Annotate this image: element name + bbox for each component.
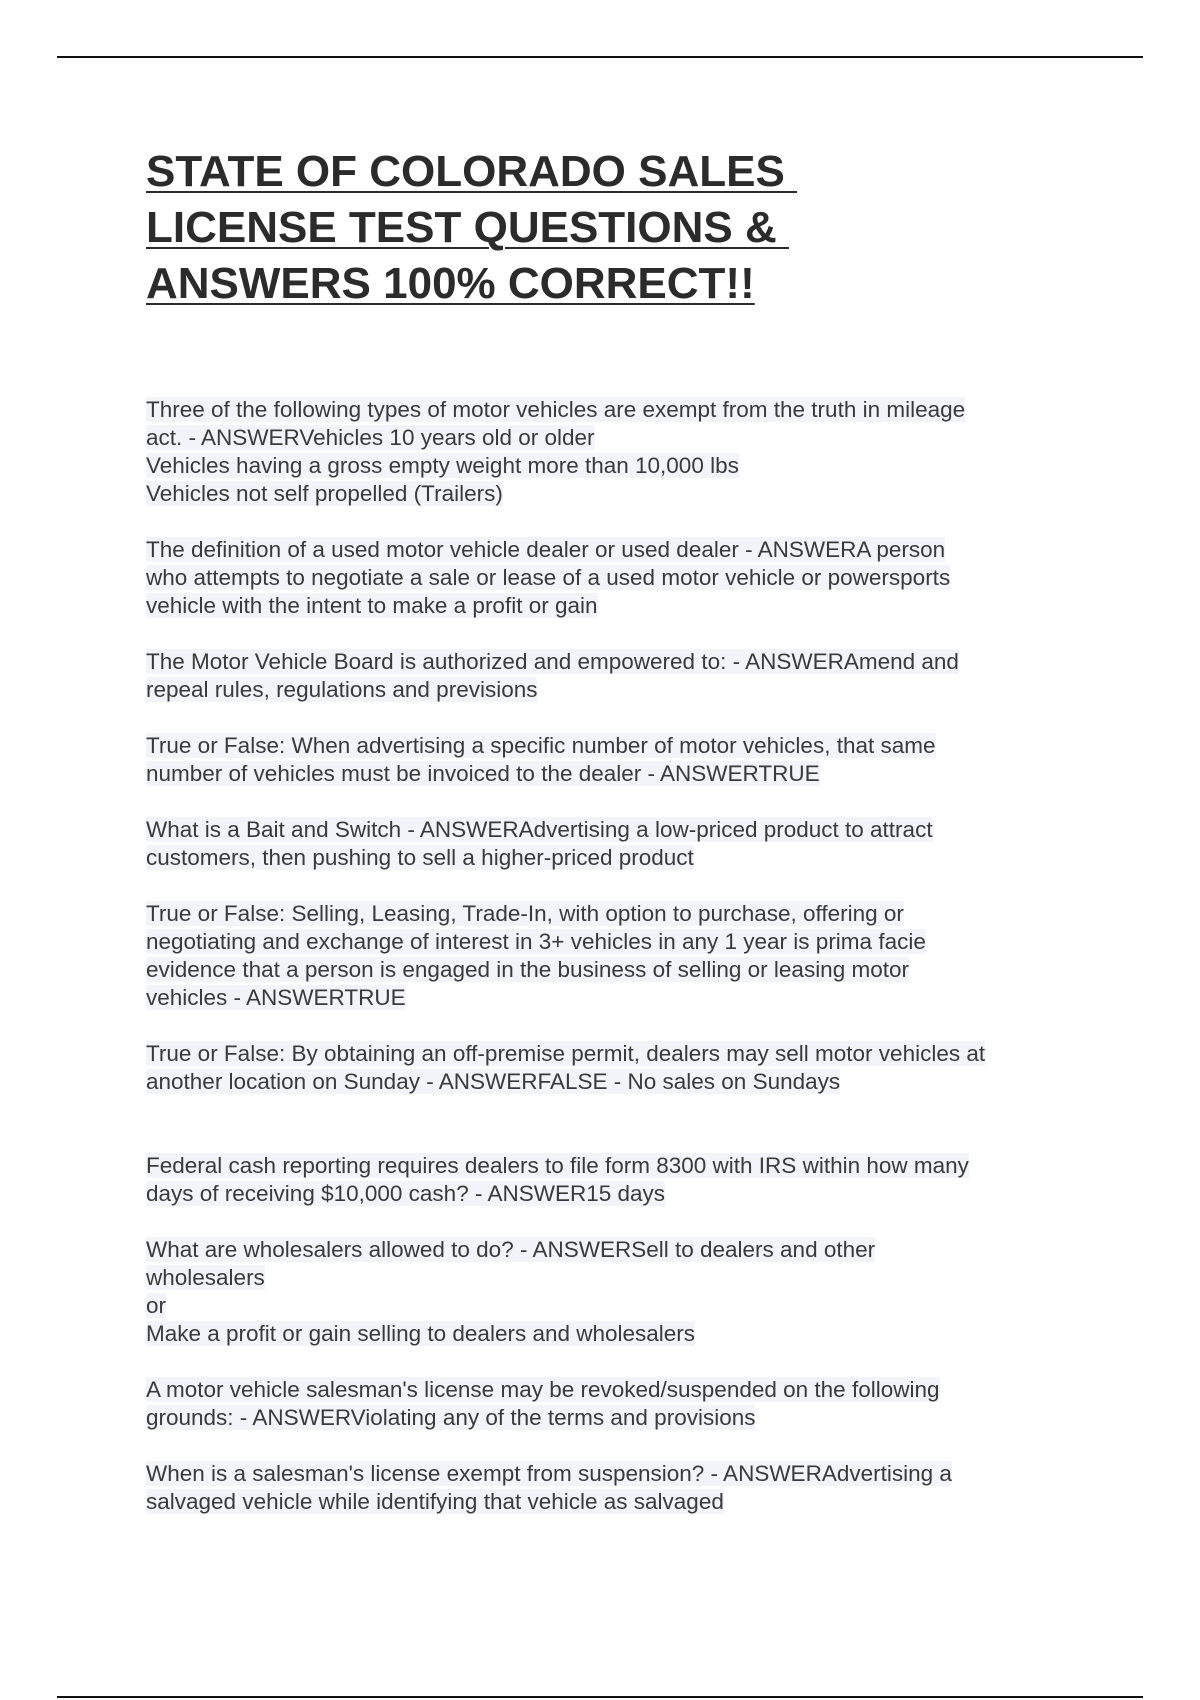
qa-item [146, 1236, 1066, 1348]
qa-line: customers, then pushing to sell a higher-priced product [146, 845, 694, 870]
bottom-divider [57, 1696, 1143, 1698]
qa-line: vehicle with the intent to make a profit or gain [146, 593, 598, 618]
title-line: LICENSE TEST QUESTIONS & [146, 203, 789, 252]
qa-item [146, 1460, 1066, 1516]
qa-line: evidence that a person is engaged in the business of selling or leasing motor [146, 957, 909, 982]
qa-line: Vehicles not self propelled (Trailers) [146, 481, 503, 506]
qa-list [146, 396, 1066, 1544]
qa-line: another location on Sunday - ANSWERFALSE - No sales on Sundays [146, 1069, 841, 1094]
qa-line: days of receiving $10,000 cash? - ANSWER15 days [146, 1181, 666, 1206]
title-line: STATE OF COLORADO SALES [146, 147, 798, 196]
qa-line: repeal rules, regulations and previsions [146, 677, 538, 702]
qa-line: A motor vehicle salesman's license may be revoked/suspended on the following [146, 1377, 940, 1402]
page-title [146, 144, 1046, 312]
qa-line: salvaged vehicle while identifying that vehicle as salvaged [146, 1489, 724, 1514]
qa-line: Vehicles having a gross empty weight more than 10,000 lbs [146, 453, 739, 478]
qa-line: The Motor Vehicle Board is authorized and empowered to: - ANSWERAmend and [146, 649, 959, 674]
qa-line: or [146, 1293, 167, 1318]
qa-line: vehicles - ANSWERTRUE [146, 985, 406, 1010]
qa-line: True or False: When advertising a specific number of motor vehicles, that same [146, 733, 936, 758]
qa-item [146, 536, 1066, 620]
qa-line: What is a Bait and Switch - ANSWERAdvertising a low-priced product to attract [146, 817, 933, 842]
qa-line: The definition of a used motor vehicle dealer or used dealer - ANSWERA person [146, 537, 946, 562]
top-divider [57, 56, 1143, 58]
qa-item [146, 732, 1066, 788]
qa-line: wholesalers [146, 1265, 265, 1290]
qa-item [146, 1152, 1066, 1208]
qa-item [146, 900, 1066, 1012]
title-line: ANSWERS 100% CORRECT!! [146, 259, 755, 308]
qa-line: act. - ANSWERVehicles 10 years old or older [146, 425, 595, 450]
qa-line: grounds: - ANSWERViolating any of the terms and provisions [146, 1405, 756, 1430]
qa-line: True or False: By obtaining an off-premise permit, dealers may sell motor vehicles at [146, 1041, 986, 1066]
qa-line: What are wholesalers allowed to do? - ANSWERSell to dealers and other [146, 1237, 876, 1262]
qa-line: who attempts to negotiate a sale or lease of a used motor vehicle or powersports [146, 565, 951, 590]
qa-line: Three of the following types of motor vehicles are exempt from the truth in mileage [146, 397, 966, 422]
qa-item [146, 816, 1066, 872]
qa-item [146, 1040, 1066, 1096]
qa-line: negotiating and exchange of interest in 3+ vehicles in any 1 year is prima facie [146, 929, 926, 954]
qa-line: Make a profit or gain selling to dealers and wholesalers [146, 1321, 696, 1346]
qa-line: Federal cash reporting requires dealers to file form 8300 with IRS within how many [146, 1153, 969, 1178]
qa-item [146, 396, 1066, 508]
qa-item [146, 1376, 1066, 1432]
qa-item [146, 648, 1066, 704]
qa-line: True or False: Selling, Leasing, Trade-In, with option to purchase, offering or [146, 901, 904, 926]
qa-line: number of vehicles must be invoiced to the dealer - ANSWERTRUE [146, 761, 820, 786]
qa-line: When is a salesman's license exempt from suspension? - ANSWERAdvertising a [146, 1461, 952, 1486]
